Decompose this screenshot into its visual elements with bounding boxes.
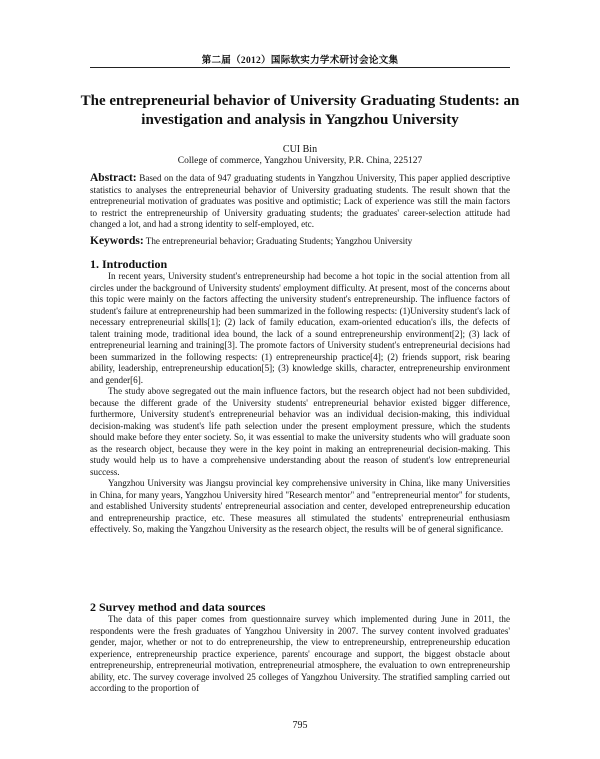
running-header: 第二届（2012）国际软实力学术研讨会论文集 xyxy=(201,56,399,66)
paragraph: In recent years, University student's entrepreneurship had become a hot topic in the social attention from all circles under the background of University students' employment difficulty. At present, most of the concerns about this topic were mainly on the factors affecting the university student's entrepreneurship. The influence factors of student's failure at entrepreneurship had been summarized in the following respects: (1)University student's lack of necessary entrepreneurial skills[1]; (2) lack of family education, exam-oriented education's ills, the defects of talent training mode, traditional idea bound, the lack of a sound entrepreneurship environment[2]; (3) lack of entrepreneurial learning and training[3]. The promote factors of University student's entrepreneurial decisions had been summarized in the following respects: (1) entrepreneurship practice[4]; (2) friends support, risk bearing ability, leadership, entrepreneurship education[5]; (3) knowledge skills, character, entrepreneurship environment and gender[6]. xyxy=(90,271,510,385)
paper-title: The entrepreneurial behavior of University Graduating Students: an investigation and analysis in Yangzhou University xyxy=(80,93,520,128)
introduction-body xyxy=(90,271,510,536)
abstract xyxy=(90,173,510,231)
header-divider xyxy=(90,67,510,68)
keywords-text: The entrepreneurial behavior; Graduating Students; Yangzhou University xyxy=(145,236,413,246)
section-heading-survey: 2 Survey method and data sources xyxy=(90,600,266,614)
author-affiliation: College of commerce, Yangzhou University, P.R. China, 225127 xyxy=(177,156,423,166)
page-number: 795 xyxy=(292,720,308,731)
author-name: CUI Bin xyxy=(282,144,318,155)
section-heading-introduction: 1. Introduction xyxy=(90,257,168,271)
keywords xyxy=(90,236,510,248)
paragraph: The study above segregated out the main influence factors, but the research object had not been subdivided, because the different grade of the University students' entrepreneurial behavior existed bigger difference, furthermore, University student's entrepreneurial behavior was an individual decision-making, this individual decision-making was student's life path selection under the present employment pressure, which the students should make before they enter society. So, it was essential to make the university students who will graduate soon as the research object, because they were in the key point in making an entrepreneurial decision-making. This study would help us to have a comprehensive understanding about the reason of student's low entrepreneurial success. xyxy=(90,386,510,477)
keywords-label: Keywords: xyxy=(90,235,144,247)
paragraph: Yangzhou University was Jiangsu provincial key comprehensive university in China, like many Universities in China, for many years, Yangzhou University hired "Research mentor" and "entrepreneurial mentor" for students, and established University students' entrepreneurial association and center, developed entrepreneurship education and entrepreneurship practice, etc. These measures all stimulated the students' entrepreneurial enthusiasm effectively. So, making the Yangzhou University as the research object, the results will be of general significance. xyxy=(90,478,510,534)
abstract-label: Abstract: xyxy=(90,172,137,184)
survey-body xyxy=(90,614,510,695)
abstract-text: Based on the data of 947 graduating students in Yangzhou University, This paper applied descriptive statistics to analyses the entrepreneurial behavior of University graduating students. The result shown that the entrepreneurial motivation of graduates was positive and optimistic; Lack of experience was still the main factors to restrict the entrepreneurship of University graduating students; the graduates' career-selection attitude had changed a lot, and had a strong identity to self-employed, etc. xyxy=(90,173,510,229)
paragraph: The data of this paper comes from questionnaire survey which implemented during June in 2011, the respondents were the fresh graduates of Yangzhou University in 2007. The survey content involved graduates' gender, major, whether or not to do entrepreneurship, the view to entrepreneurship, entrepreneurship education experience, entrepreneurship practice experience, parents' encourage and support, the biggest obstacle about entrepreneurship, entrepreneurial motivation, entrepreneurial atmosphere, the evaluation to own entrepreneurship ability, etc. The survey coverage involved 25 colleges of Yangzhou University. The stratified sampling carried out according to the proportion of xyxy=(90,614,510,693)
